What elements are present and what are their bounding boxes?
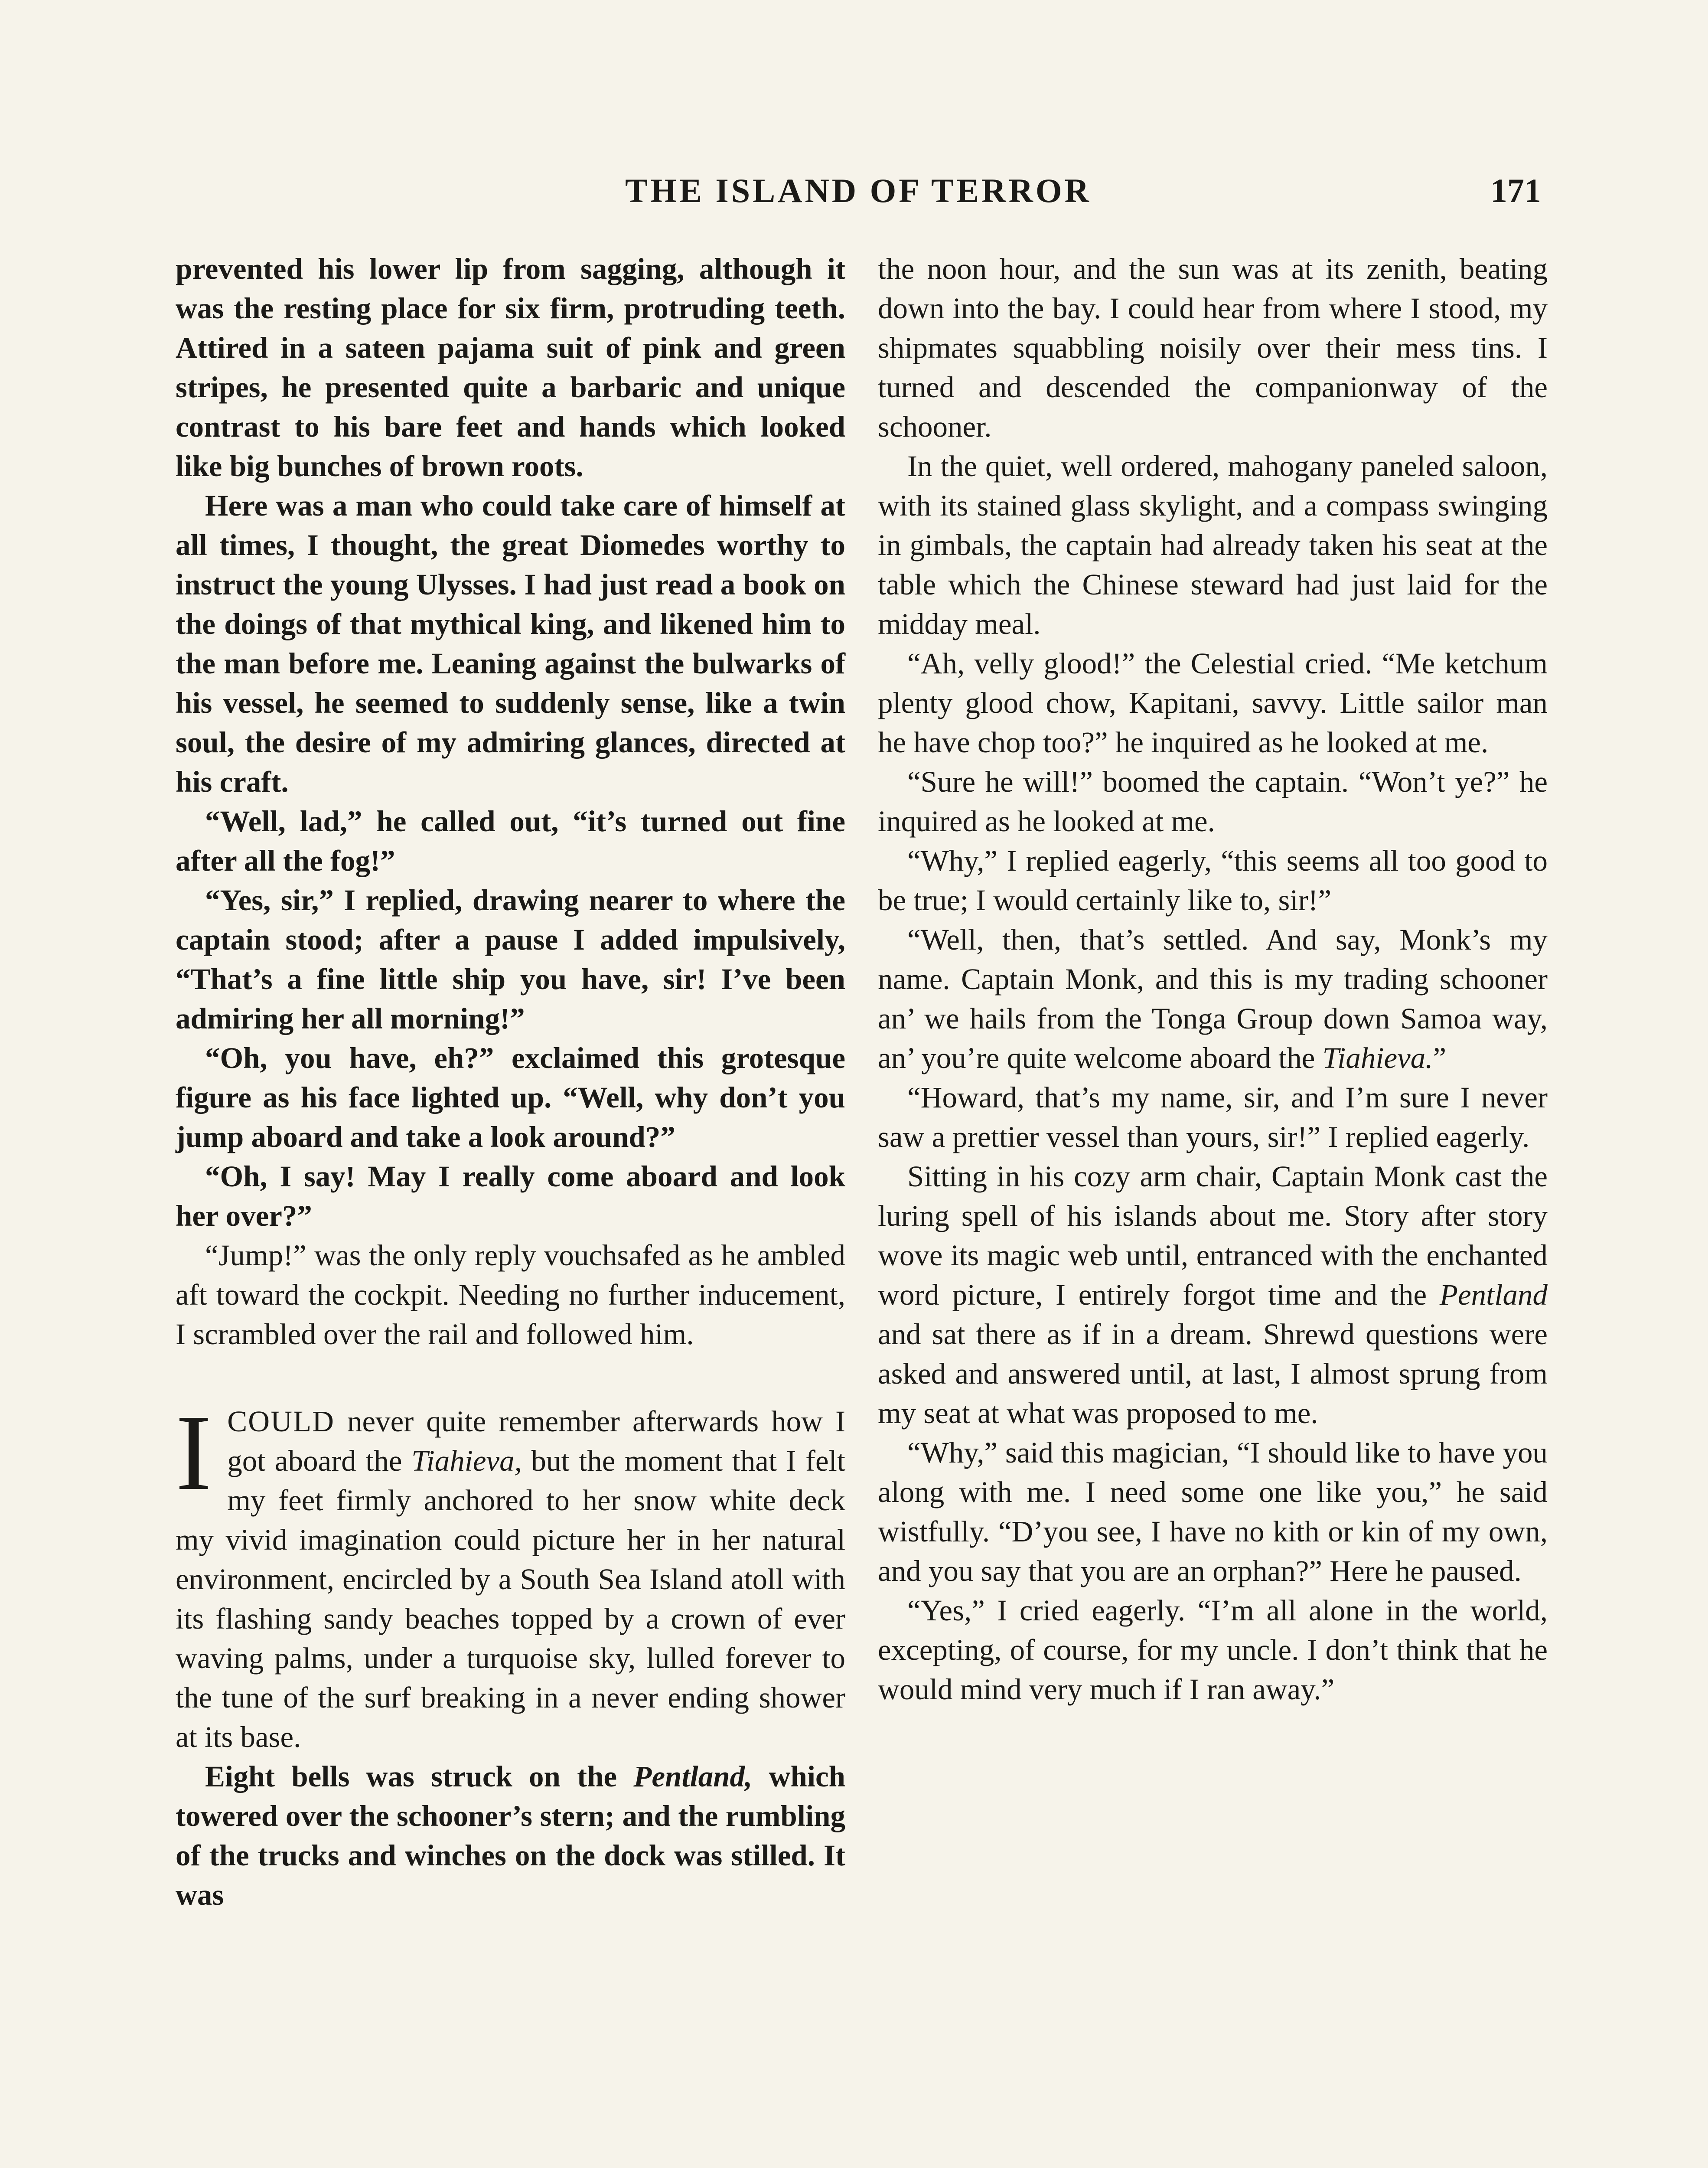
paragraph: In the quiet, well ordered, mahogany paneled saloon, with its stained glass skylight, and a compass swinging in gimbals, the captain had already taken his seat at the table which the Chinese steward had just laid for the midday meal. (878, 450, 1548, 640)
text-run: but the moment that I felt my feet firmly anchored to her snow white deck my vivid imagination could picture her in her natural environment, encircled by a South Sea Island atoll with its flashing sandy beaches topped by a crown of ever waving palms, under a turquoise sky, lulled forever to the tune of the surf breaking in a never ending shower at its base. (176, 1444, 845, 1753)
paragraph: “Yes,” I cried eagerly. “I’m all alone in the world, excepting, of course, for my uncle. I don’t think that he would mind very much if I ran away.” (878, 1594, 1548, 1706)
text-run: Sitting in his cozy arm chair, Captain Monk cast the luring spell of his islands about me. Story after story wove its magic web until, entranced with the enchanted word picture, I entirely forgot time and the (878, 1160, 1548, 1311)
ship-name: Tiahieva, (411, 1444, 522, 1477)
ship-name: Pentland (1439, 1278, 1548, 1311)
text-run: Eight bells was struck on the (205, 1760, 634, 1793)
text-run: “Well, then, that’s settled. And say, Monk’s my name. Captain Monk, and this is my trading schooner an’ we hails from the Tonga Group down Samoa way, an’ you’re quite welcome aboard the (878, 923, 1548, 1074)
paragraph (176, 1757, 845, 1915)
paragraph (878, 1157, 1548, 1433)
left-column (176, 249, 845, 1915)
page-header (176, 171, 1541, 223)
drop-cap: I (176, 1393, 212, 1513)
text-run: never quite remember afterwards how I got aboard the (227, 1405, 845, 1477)
paragraph: “Why,” I replied eagerly, “this seems all too good to be true; I would certainly like to, sir!” (878, 844, 1548, 917)
ship-name: Tiahieva. (1322, 1042, 1433, 1074)
paragraph: the noon hour, and the sun was at its zenith, beating down into the bay. I could hear from where I stood, my shipmates squabbling noisily over their mess tins. I turned and descended the companionway of the schooner. (878, 252, 1548, 443)
paragraph: “Ah, velly glood!” the Celestial cried. “Me ketchum plenty glood chow, Kapitani, savvy. Little sailor man he have chop too?” he inquired as he looked at me. (878, 647, 1548, 759)
paragraph: “Yes, sir,” I replied, drawing nearer to where the captain stood; after a pause I added impulsively, “That’s a fine little ship you have, sir! I’ve been admiring her all morning!” (176, 884, 845, 1035)
small-caps-lead: COULD (227, 1405, 335, 1438)
ship-name: Pentland, (633, 1760, 753, 1793)
paragraph-dropcap (176, 1393, 845, 1757)
paragraph: Here was a man who could take care of himself at all times, I thought, the great Diomedes worthy to instruct the young Ulysses. I had just read a book on the doings of that mythical king, and likened him to the man before me. Leaning against the bulwarks of his vessel, he seemed to suddenly sense, like a twin soul, the desire of my admiring glances, directed at his craft. (176, 489, 845, 798)
paragraph: “Sure he will!” boomed the captain. “Won’t ye?” he inquired as he looked at me. (878, 765, 1548, 838)
paragraph: “Oh, you have, eh?” exclaimed this grotesque figure as his face lighted up. “Well, why don’t you jump aboard and take a look around?” (176, 1042, 845, 1153)
paragraph: “Well, lad,” he called out, “it’s turned out fine after all the fog!” (176, 805, 845, 877)
paragraph: “Why,” said this magician, “I should like to have you along with me. I need some one like you,” he said wistfully. “D’you see, I have no kith or kin of my own, and you say that you are an orphan?” Here he paused. (878, 1436, 1548, 1587)
page-number: 171 (1490, 172, 1541, 209)
running-title: THE ISLAND OF TERROR (625, 172, 1092, 209)
paragraph: “Jump!” was the only reply vouchsafed as he ambled aft toward the cockpit. Needing no further inducement, I scrambled over the rail and followed him. (176, 1239, 845, 1351)
paragraph: “Howard, that’s my name, sir, and I’m sure I never saw a prettier vessel than yours, sir!” I replied eagerly. (878, 1081, 1548, 1153)
text-run: which towered over the schooner’s stern; and the rumbling of the trucks and winches on the dock was stilled. It was (176, 1760, 845, 1911)
right-column (878, 249, 1548, 1709)
paragraph: prevented his lower lip from sagging, although it was the resting place for six firm, protruding teeth. Attired in a sateen pajama suit of pink and green stripes, he presented quite a barbaric and unique contrast to his bare feet and hands which looked like big bunches of brown roots. (176, 252, 845, 483)
paragraph (878, 920, 1548, 1078)
text-run: and sat there as if in a dream. Shrewd questions were asked and answered until, at last, I almost sprung from my seat at what was proposed to me. (878, 1318, 1548, 1430)
paragraph: “Oh, I say! May I really come aboard and look her over?” (176, 1160, 845, 1232)
section-break (176, 1354, 845, 1402)
text-run: ” (1433, 1042, 1447, 1074)
